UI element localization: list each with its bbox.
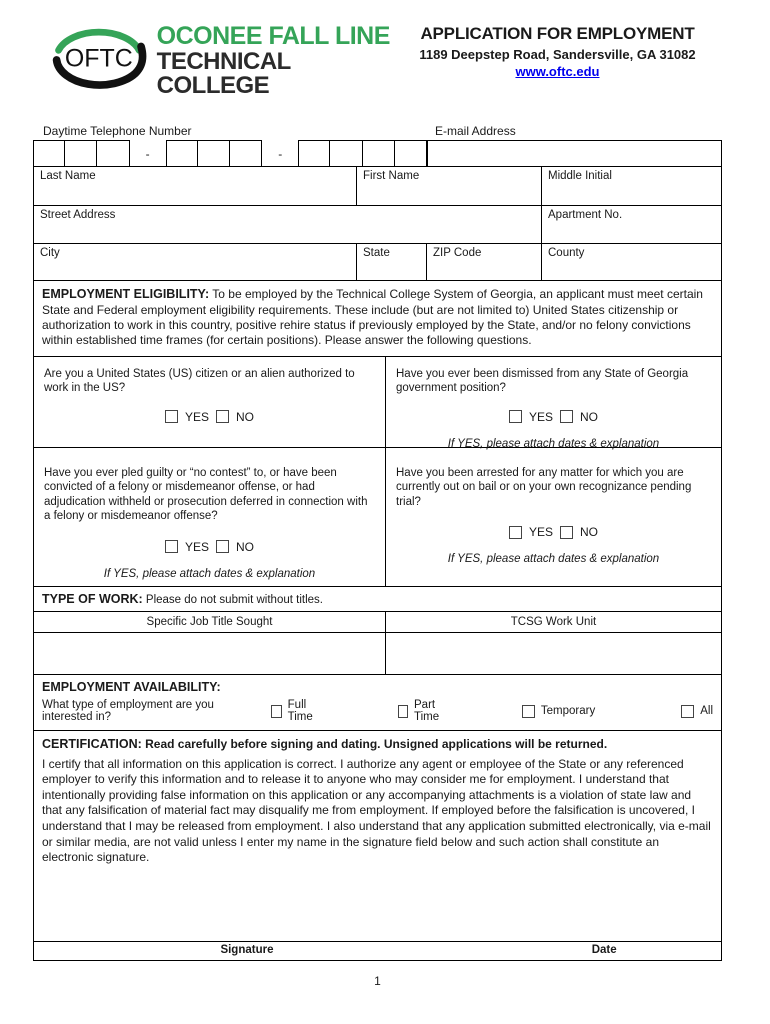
logo-line2: TECHNICAL COLLEGE: [156, 47, 291, 99]
job-title-column-header: Specific Job Title Sought: [34, 612, 386, 632]
first-name-field[interactable]: First Name: [356, 167, 541, 205]
arrested-no-checkbox[interactable]: [560, 526, 573, 539]
temporary-checkbox[interactable]: [522, 705, 535, 718]
website-link[interactable]: www.oftc.edu: [515, 64, 600, 79]
city-field[interactable]: City: [40, 246, 60, 259]
middle-initial-field[interactable]: Middle Initial: [541, 167, 721, 205]
yes-label: YES: [528, 409, 553, 424]
availability-question: What type of employment are you interested in?: [42, 699, 214, 724]
eligibility-section: [33, 280, 722, 358]
all-label: All: [700, 705, 713, 718]
logo-abbr-text: OFTC: [64, 44, 133, 73]
question-dismissed: Have you ever been dismissed from any State of Georgia government position? YES NO If YES, please attach dates & explanation: [386, 357, 721, 447]
type-of-work-instruction: Please do not submit without titles.: [145, 593, 323, 606]
certification-subtitle: Read carefully before signing and dating. Unsigned applications will be returned.: [145, 736, 608, 751]
state-field[interactable]: State: [356, 244, 426, 281]
oftc-logo: [47, 18, 399, 98]
type-of-work-section: [33, 586, 722, 676]
phone-digit-box[interactable]: [363, 140, 395, 167]
question-arrested: Have you been arrested for any matter for which you are currently out on bail or on your own recognizance pending trial? YES NO If YES, please attach dates & explanation: [386, 448, 721, 586]
no-label: NO: [580, 409, 598, 424]
apartment-no-field[interactable]: Apartment No.: [541, 206, 721, 243]
all-checkbox[interactable]: [681, 705, 694, 718]
no-label: NO: [236, 539, 254, 554]
no-label: NO: [236, 409, 254, 424]
yes-label: YES: [184, 539, 209, 554]
contact-inputs: [33, 140, 722, 167]
signature-label[interactable]: Signature: [220, 943, 274, 956]
certification-section: [33, 730, 722, 961]
part-time-label: Part Time: [414, 699, 440, 724]
college-address: 1189 Deepstep Road, Sandersville, GA 31082: [419, 47, 696, 62]
form-header: [33, 0, 722, 120]
zip-code-field[interactable]: ZIP Code: [426, 244, 541, 281]
phone-digit-box[interactable]: [33, 140, 65, 167]
availability-section: [33, 674, 722, 731]
phone-digit-box[interactable]: [330, 140, 362, 167]
title-block: [399, 24, 716, 79]
contact-labels: [33, 120, 722, 140]
application-form: [33, 0, 722, 988]
no-label: NO: [580, 525, 598, 540]
signature-row: [34, 941, 721, 960]
question-felony: Have you ever pled guilty or “no contest” to, or have been convicted of a felony or misdemeanor offense, or had adjudication withheld or prosecution deferred in connection with a felony or misdemeanor offense? YES NO If YES, please attach dates & explanation: [34, 448, 386, 586]
yes-label: YES: [528, 525, 553, 540]
eligibility-questions: [33, 356, 722, 587]
logo-line1: OCONEE FALL LINE: [156, 22, 390, 50]
email-input[interactable]: [427, 140, 722, 167]
attach-explanation-note: If YES, please attach dates & explanation: [447, 437, 660, 450]
availability-label: EMPLOYMENT AVAILABILITY:: [42, 680, 221, 695]
page-title: APPLICATION FOR EMPLOYMENT: [420, 24, 695, 43]
type-of-work-label: TYPE OF WORK:: [42, 591, 143, 606]
county-field[interactable]: County: [541, 244, 721, 281]
dismissed-yes-checkbox[interactable]: [509, 410, 522, 423]
phone-digit-box[interactable]: [166, 140, 198, 167]
temporary-label: Temporary: [540, 705, 596, 718]
phone-label: Daytime Telephone Number: [43, 124, 192, 138]
attach-explanation-note: If YES, please attach dates & explanation: [447, 553, 660, 566]
eligibility-text: EMPLOYMENT ELIGIBILITY: To be employed by the Technical College System of Georgia, an applicant must meet certain State and Federal employment eligibility requirements. These include (but are not limited to) United States citizenship or authorization to work in this country, positive rehire status if previously employed by the State, and/or no felony convictions within established time frames (for certain positions). Please answer the following questions.: [42, 287, 703, 348]
email-label: E-mail Address: [435, 124, 516, 138]
question-citizen: Are you a United States (US) citizen or an alien authorized to work in the US? YES NO: [34, 357, 386, 447]
citizen-no-checkbox[interactable]: [216, 410, 229, 423]
full-time-checkbox[interactable]: [271, 705, 281, 718]
phone-digit-box[interactable]: [395, 140, 427, 167]
oftc-logo-icon: [47, 22, 151, 94]
phone-digit-box[interactable]: [230, 140, 262, 167]
yes-label: YES: [184, 409, 209, 424]
last-name-field[interactable]: Last Name: [40, 169, 96, 182]
phone-dash: -: [278, 146, 283, 161]
part-time-checkbox[interactable]: [398, 705, 408, 718]
phone-digit-box[interactable]: [298, 140, 330, 167]
phone-digit-box[interactable]: [65, 140, 97, 167]
dismissed-no-checkbox[interactable]: [560, 410, 573, 423]
work-unit-column-header: TCSG Work Unit: [510, 615, 597, 628]
full-time-label: Full Time: [287, 699, 313, 724]
phone-input-group: [33, 140, 427, 167]
phone-digit-box[interactable]: [97, 140, 129, 167]
personal-info-table: [33, 166, 722, 282]
certification-label: CERTIFICATION:: [42, 736, 142, 751]
phone-dash: -: [145, 146, 150, 161]
job-title-input[interactable]: [34, 633, 386, 675]
certification-body: I certify that all information on this application is correct. I authorize any agent or employee of the State or any referenced employer to verify this information and to release it to anyone who may consider me for employment. I understand that intentionally providing false information on this application or any accompanying attachments is a violation of state law and that any falsification of material fact may disqualify me from employment. If employed before the falsification is uncovered, I understand that I may be released from employment. I also understand that any application submitted electronically, via e-mail or similar media, are not valid unless I enter my name in the signature field below and such action shall constitute an electronic signature.: [42, 756, 711, 865]
work-unit-input[interactable]: [386, 633, 721, 675]
phone-digit-box[interactable]: [198, 140, 230, 167]
felony-yes-checkbox[interactable]: [165, 540, 178, 553]
street-address-field[interactable]: Street Address: [40, 208, 116, 221]
date-label[interactable]: Date: [591, 943, 617, 956]
attach-explanation-note: If YES, please attach dates & explanation: [103, 567, 316, 580]
felony-no-checkbox[interactable]: [216, 540, 229, 553]
arrested-yes-checkbox[interactable]: [509, 526, 522, 539]
eligibility-label: EMPLOYMENT ELIGIBILITY:: [42, 287, 210, 301]
page-number: 1: [374, 973, 381, 988]
citizen-yes-checkbox[interactable]: [165, 410, 178, 423]
